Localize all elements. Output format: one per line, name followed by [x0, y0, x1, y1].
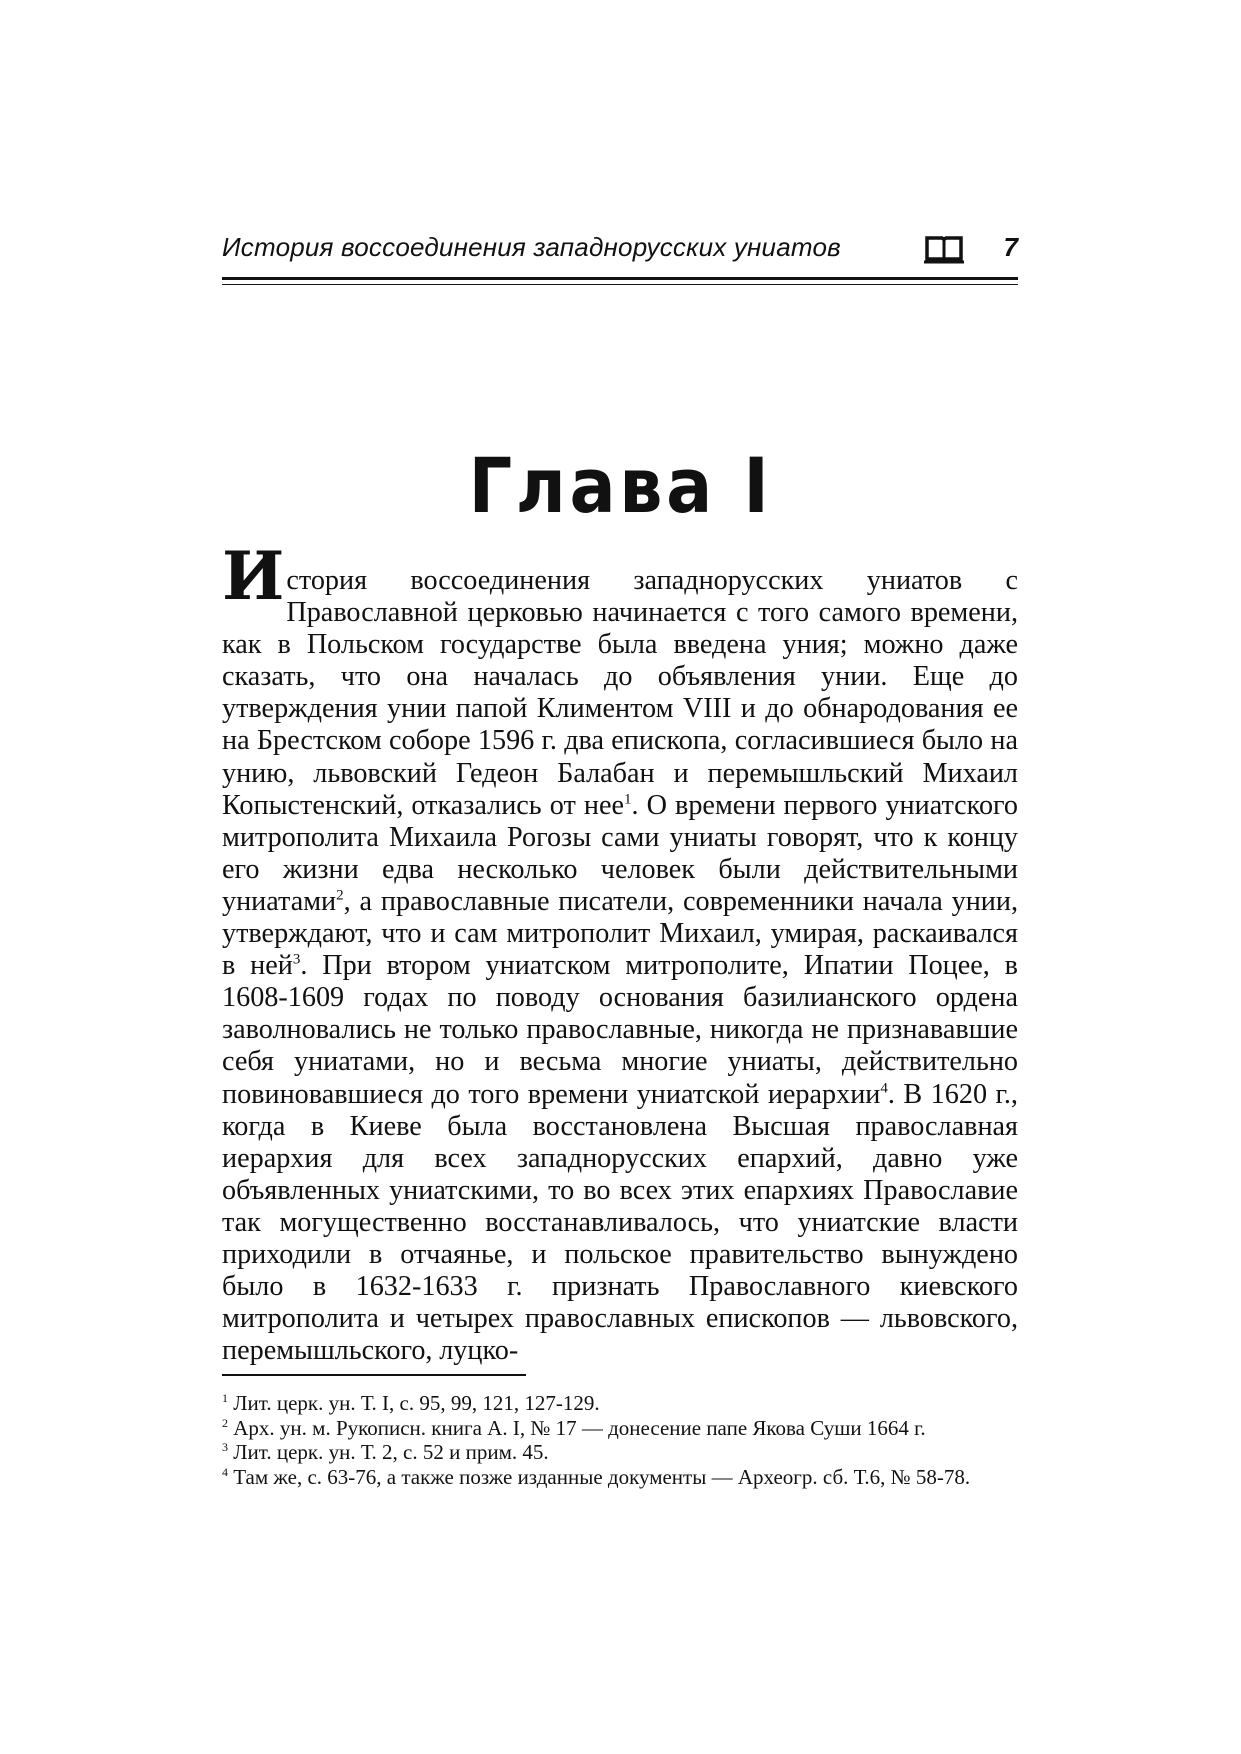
footnote-text: Там же, с. 63-76, а также позже изданные документы — Археогр. сб. Т.6, № 58-78.	[233, 1464, 971, 1489]
text-segment: . В 1620 г., когда в Киеве была восстановлена Высшая православная иерархия для всех западнорусских епархий, давно уже объявленных униатскими, то во всех этих епархиях Православие так могущественно восстанавливалось, что униатские власти приходили в отчаянье, и польское правительство вынуждено было в 1632-1633 г. признать Православного киевского митрополита и четырех православных епископов — львовского, перемышльского, луцко-	[222, 1078, 1018, 1367]
footnote-ref: 3	[292, 951, 301, 968]
chapter-heading: Глава I	[468, 441, 773, 530]
header-rule	[222, 277, 1018, 280]
footnote-mark: 1	[222, 1391, 228, 1405]
footnote-mark: 3	[222, 1440, 228, 1454]
header-rule-thin	[222, 284, 1018, 285]
text-segment: стория воссоединения западнорусских униатов с Православной церковью начинается с того самого времени, как в Польском государстве была введена уния; можно даже сказать, что она началась до объявления унии. Еще до утверждения унии папой Климентом VIII и до обнародования ее на Брестском соборе 1596 г. два епископа, согласившиеся было на унию, львовский Гедеон Балабан и перемышльский Михаил Копыстенский, отказались от нее	[222, 565, 1018, 821]
footnote-ref: 2	[336, 887, 344, 904]
footnote	[222, 1391, 1018, 1416]
footnotes	[222, 1391, 1018, 1489]
body-text	[222, 537, 1018, 1367]
footnote-text: Лит. церк. ун. Т. I, с. 95, 99, 121, 127-129.	[233, 1391, 600, 1415]
footnote-mark: 4	[222, 1464, 228, 1479]
footnote-mark: 2	[222, 1415, 228, 1430]
drop-cap: И	[222, 537, 285, 615]
footnote-text: Лит. церк. ун. Т. 2, с. 52 и прим. 45.	[233, 1440, 549, 1464]
footnote-ref: 4	[880, 1080, 888, 1097]
text-segment: . О времени первого униатского митрополита Михаила Рогозы сами униаты говорят, что к концу его жизни едва несколько человек были действительными униатами	[222, 789, 1018, 917]
open-book-icon	[924, 234, 964, 264]
running-header	[222, 232, 1018, 272]
footnote	[222, 1465, 1018, 1490]
paragraph	[222, 537, 1018, 1367]
footnote	[222, 1440, 1018, 1465]
footnote-text: Арх. ун. м. Рукописн. книга А. I, № 17 — донесение папе Якова Суши 1664 г.	[233, 1415, 926, 1440]
running-title: История воссоединения западнорусских униатов	[222, 232, 841, 262]
text-segment: , а православные писатели, современники начала унии, утверждают, что и сам митрополит Михаил, умирая, раскаивался в ней	[222, 885, 1018, 982]
footnote	[222, 1416, 1018, 1441]
footnote-separator	[222, 1374, 526, 1376]
page-number: 7	[1003, 232, 1018, 262]
text-segment: . При втором униатском митрополите, Ипатии Поцее, в 1608-1609 годах по поводу основания базилианского ордена заволновались не только православные, никогда не признававшие себя униатами, но и весьма многие униаты, действительно повиновавшиеся до того времени униатской иерархии	[222, 950, 1018, 1110]
footnote-ref: 1	[623, 791, 632, 808]
